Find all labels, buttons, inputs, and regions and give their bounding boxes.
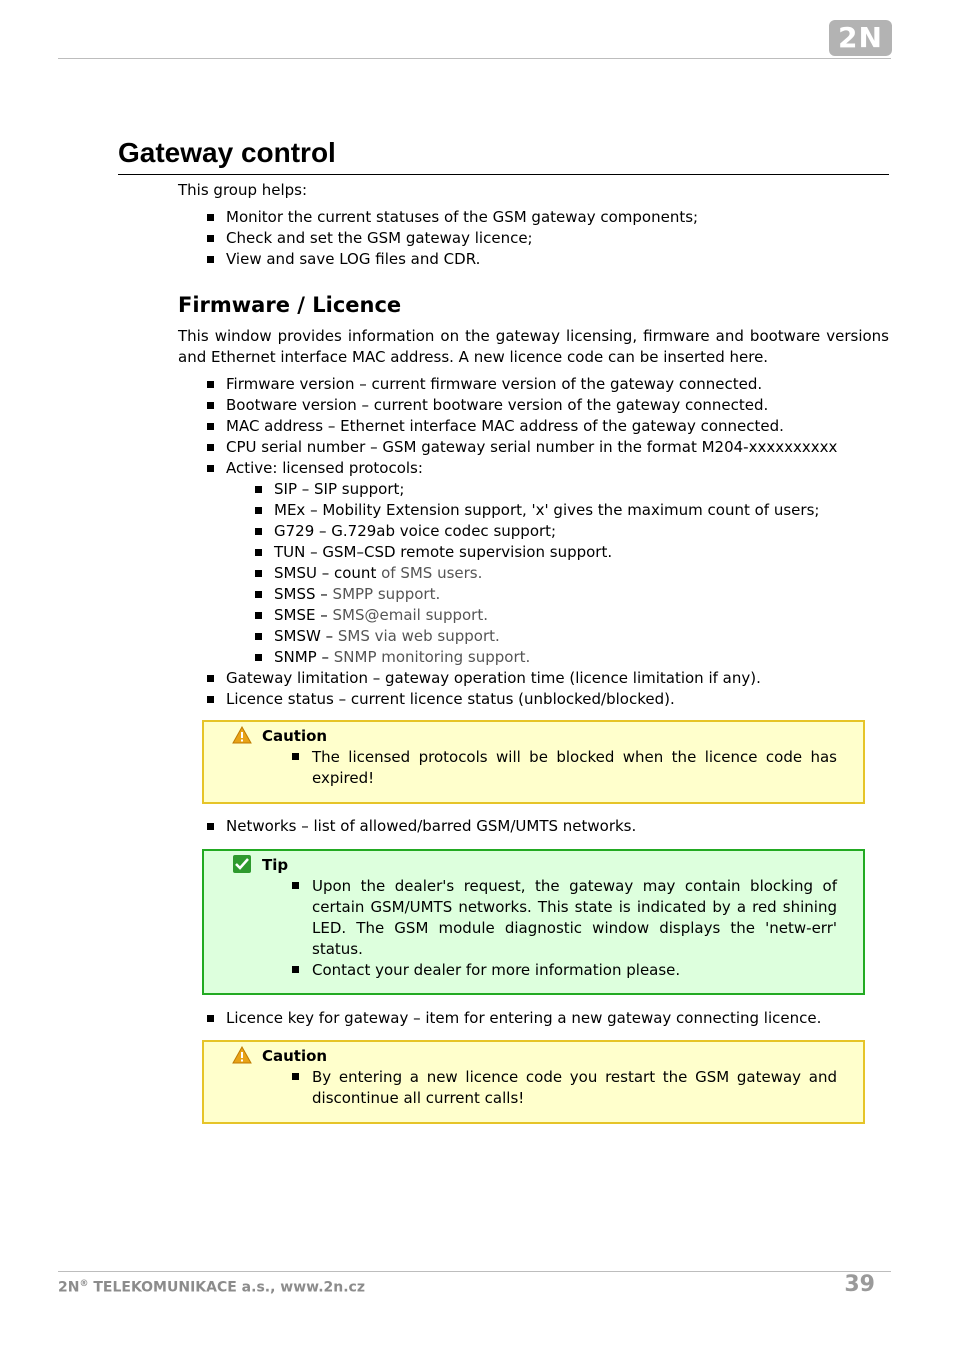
tip-title: Tip bbox=[262, 856, 289, 874]
list-item: Gateway limitation – gateway operation time (licence limitation if any). bbox=[178, 668, 837, 689]
list-item: Active: licensed protocols: bbox=[178, 458, 837, 479]
list-item: Bootware version – current bootware version of the gateway connected. bbox=[178, 395, 837, 416]
tip-list bbox=[292, 876, 837, 981]
firmware-list bbox=[178, 374, 837, 710]
networks-list bbox=[178, 816, 636, 837]
list-item: Licence status – current licence status (unblocked/blocked). bbox=[178, 689, 837, 710]
licence-key-list bbox=[178, 1008, 821, 1029]
page-title: Gateway control bbox=[118, 136, 889, 175]
footer-rule bbox=[58, 1271, 891, 1272]
caution-title: Caution bbox=[262, 727, 328, 745]
header-rule bbox=[58, 58, 891, 59]
protocol-item: SIP – SIP support; bbox=[178, 479, 837, 500]
protocol-item: SMSW – SMS via web support. bbox=[178, 626, 837, 647]
protocol-item: G729 – G.729ab voice codec support; bbox=[178, 521, 837, 542]
tip-box bbox=[202, 849, 865, 995]
list-item: The licensed protocols will be blocked when the licence code has expired! bbox=[292, 747, 837, 789]
intro-list bbox=[178, 207, 698, 270]
caution-list bbox=[292, 747, 837, 789]
protocol-item: MEx – Mobility Extension support, 'x' gives the maximum count of users; bbox=[178, 500, 837, 521]
list-item: Licence key for gateway – item for entering a new gateway connecting licence. bbox=[178, 1008, 821, 1029]
list-item: View and save LOG files and CDR. bbox=[178, 249, 698, 270]
protocol-item: SNMP – SNMP monitoring support. bbox=[178, 647, 837, 668]
list-item: Contact your dealer for more information please. bbox=[292, 960, 837, 981]
list-item: Firmware version – current firmware version of the gateway connected. bbox=[178, 374, 837, 395]
section-paragraph: This window provides information on the gateway licensing, firmware and bootware versions and Ethernet interface MAC address. A new licence code can be inserted here. bbox=[178, 327, 889, 366]
protocol-item: SMSS – SMPP support. bbox=[178, 584, 837, 605]
warning-icon bbox=[232, 1046, 252, 1064]
company-logo: 2N bbox=[829, 20, 892, 56]
protocol-item: SMSE – SMS@email support. bbox=[178, 605, 837, 626]
list-item: CPU serial number – GSM gateway serial number in the format M204-xxxxxxxxxx bbox=[178, 437, 837, 458]
footer-company: 2N® TELEKOMUNIKACE a.s., www.2n.cz bbox=[58, 1279, 365, 1296]
warning-icon bbox=[232, 726, 252, 744]
caution-list bbox=[292, 1067, 837, 1109]
protocol-item: SMSU – count of SMS users. bbox=[178, 563, 837, 584]
list-item: MAC address – Ethernet interface MAC address of the gateway connected. bbox=[178, 416, 837, 437]
caution-box bbox=[202, 1040, 865, 1124]
page-number: 39 bbox=[844, 1272, 875, 1297]
list-item: By entering a new licence code you restart the GSM gateway and discontinue all current calls! bbox=[292, 1067, 837, 1109]
checkbox-icon bbox=[232, 855, 252, 873]
list-item: Networks – list of allowed/barred GSM/UMTS networks. bbox=[178, 816, 636, 837]
list-item: Check and set the GSM gateway licence; bbox=[178, 228, 698, 249]
list-item: Upon the dealer's request, the gateway may contain blocking of certain GSM/UMTS networks. This state is indicated by a red shining LED. The GSM module diagnostic window displays the 'netw-err' status. bbox=[292, 876, 837, 960]
list-item: Monitor the current statuses of the GSM gateway components; bbox=[178, 207, 698, 228]
section-heading: Firmware / Licence bbox=[178, 293, 402, 317]
protocol-item: TUN – GSM–CSD remote supervision support. bbox=[178, 542, 837, 563]
intro-text: This group helps: bbox=[178, 181, 308, 199]
caution-box bbox=[202, 720, 865, 804]
caution-title: Caution bbox=[262, 1047, 328, 1065]
